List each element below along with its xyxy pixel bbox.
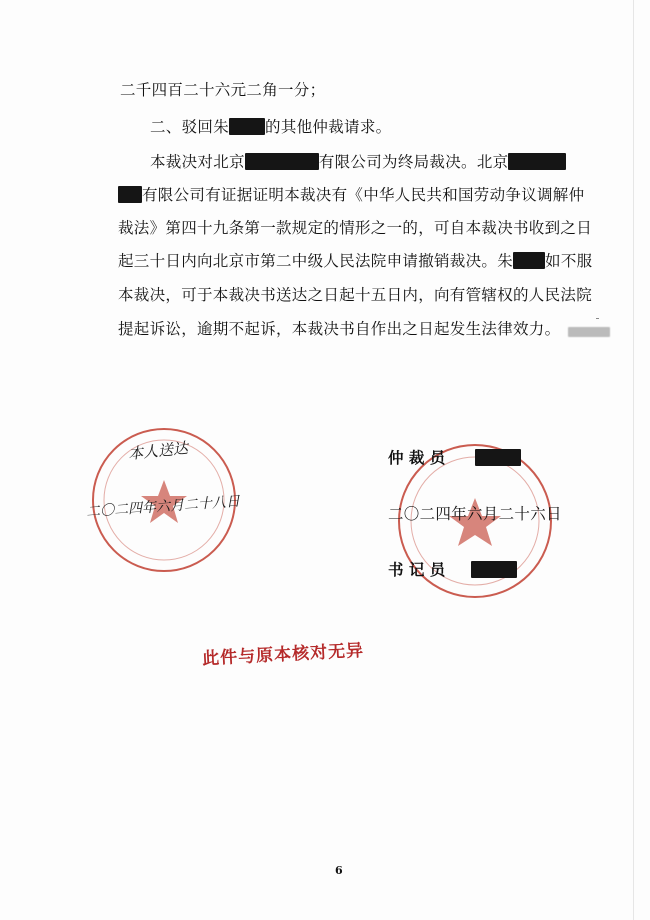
text-line-8-text: 提起诉讼，逾期不起诉，本裁决书自作出之日起发生法律效力。 — [118, 320, 561, 338]
handwritten-note: 本人送达 — [127, 438, 189, 464]
arbitrator-label: 仲 裁 员 — [388, 448, 446, 467]
decision-date: 二〇二四年六月二十六日 — [388, 505, 562, 523]
page-number: 6 — [335, 864, 343, 877]
text-line-7: 本裁决，可于本裁决书送达之日起十五日内，向有管辖权的人民法院 — [118, 286, 593, 304]
redaction-box — [475, 449, 521, 466]
text-line-2 — [150, 117, 391, 137]
redaction-box — [118, 186, 142, 203]
text-line-6 — [118, 251, 592, 271]
redaction-box — [245, 153, 319, 170]
text-line-2-a: 二、驳回朱 — [150, 118, 230, 136]
redaction-box — [513, 252, 545, 269]
text-line-1: 二千四百二十六元二角一分； — [120, 81, 326, 99]
text-line-5: 裁法》第四十九条第一款规定的情形之一的，可自本裁决书收到之日 — [118, 219, 593, 237]
page-edge — [633, 0, 634, 920]
text-line-2-b: 的其他仲裁请求。 — [265, 118, 392, 136]
clerk-row — [388, 560, 517, 580]
text-line-3-a: 本裁决对北京 — [150, 153, 245, 171]
redaction-box — [508, 153, 566, 170]
certification-stamp: 此件与原本核对无异 — [201, 640, 365, 670]
scan-speck — [596, 318, 599, 319]
text-line-3-b: 有限公司为终局裁决。北京 — [318, 153, 509, 171]
redaction-box — [229, 118, 265, 135]
text-line-6-a: 起三十日内向北京市第二中级人民法院申请撤销裁决。朱 — [118, 252, 514, 270]
text-line-6-b: 如不服 — [545, 252, 593, 270]
arbitrator-row — [388, 448, 521, 468]
text-line-3 — [150, 152, 566, 172]
text-line-8 — [118, 319, 610, 339]
text-line-4 — [118, 185, 584, 205]
faint-mark — [568, 327, 610, 337]
handwritten-date: 二〇二四年六月二十八日 — [85, 493, 241, 521]
clerk-label: 书 记 员 — [388, 560, 446, 579]
redaction-box — [471, 561, 517, 578]
text-line-4-a: 有限公司有证据证明本裁决有《中华人民共和国劳动争议调解仲 — [142, 186, 585, 204]
